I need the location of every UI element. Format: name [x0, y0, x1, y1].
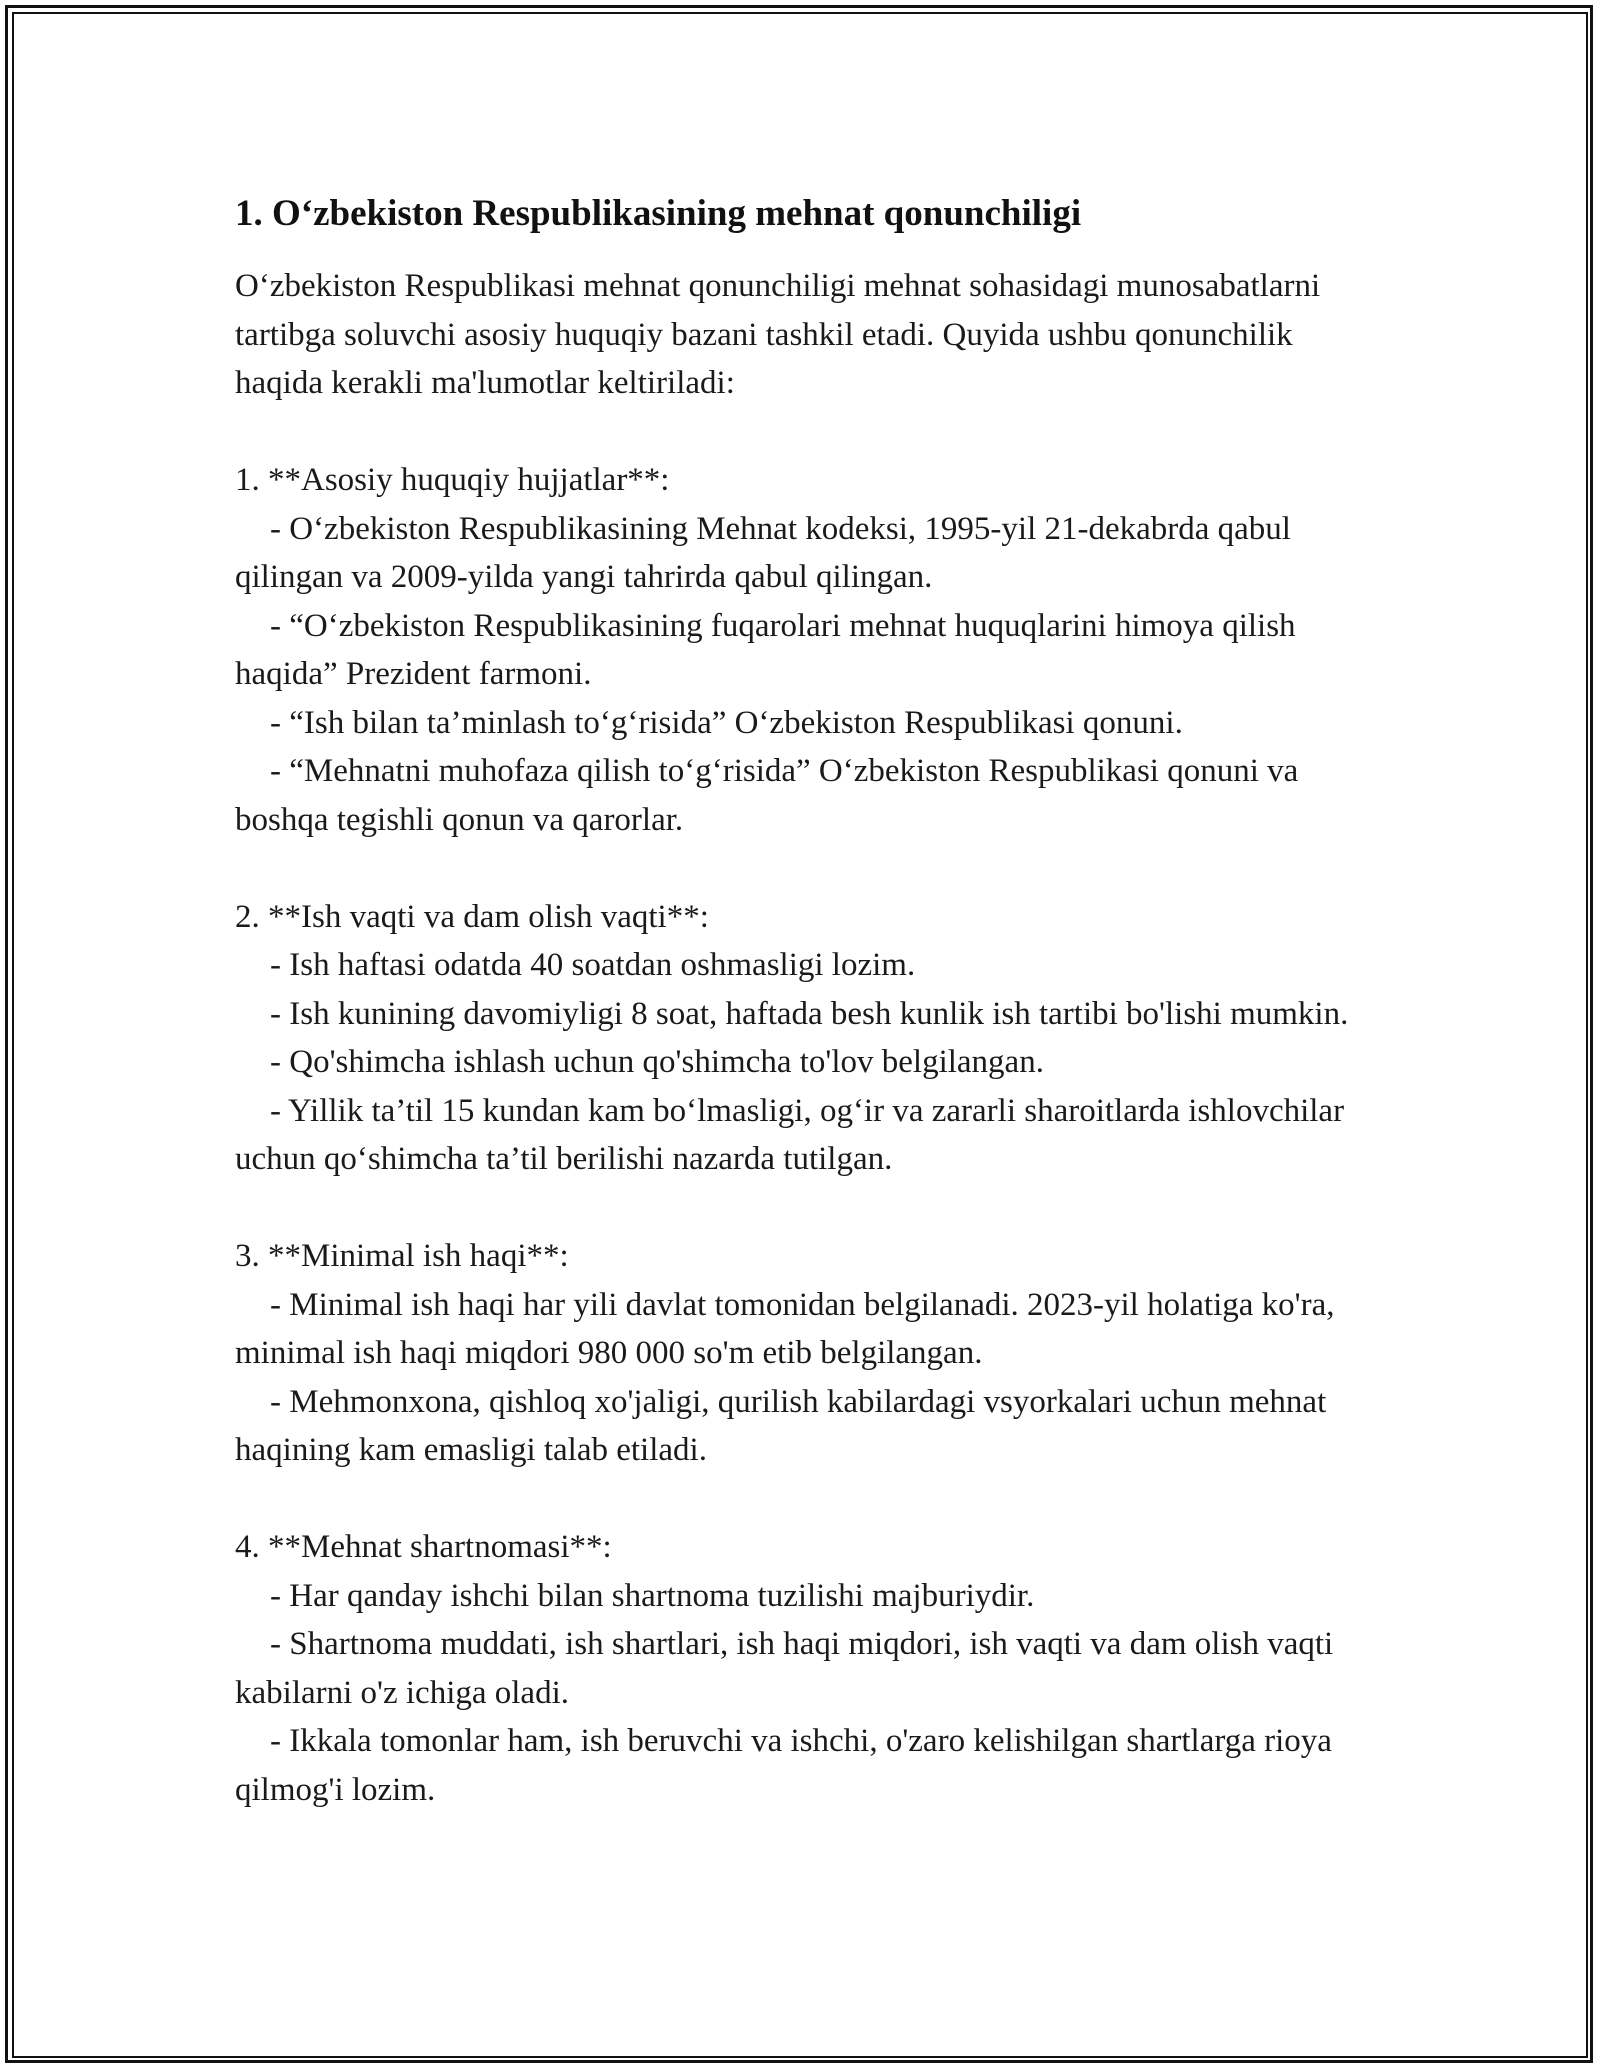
list-item: - Minimal ish haqi har yili davlat tomonidan belgilanadi. 2023-yil holatiga ko'ra, minimal ish haqi miqdori 980 000 so'm etib belgilangan.: [235, 1286, 1335, 1371]
document-title: 1. O‘zbekiston Respublikasining mehnat qonunchiligi: [235, 193, 1082, 234]
section-heading: 2. **Ish vaqti va dam olish vaqti**:: [235, 898, 709, 935]
list-item: - Ish haftasi odatda 40 soatdan oshmasligi lozim.: [270, 947, 916, 983]
intro-paragraph: O‘zbekiston Respublikasi mehnat qonunchiligi mehnat sohasidagi munosabatlarni tartibga soluvchi asosiy huquqiy bazani tashkil etadi. Quyida ushbu qonunchilik haqida kerakli ma'lumotlar keltiriladi:: [235, 268, 1321, 401]
section-heading: 1. **Asosiy huquqiy hujjatlar**:: [235, 462, 670, 498]
list-item: - Shartnoma muddati, ish shartlari, ish haqi miqdori, ish vaqti va dam olish vaqti kabilarni o'z ichiga oladi.: [235, 1626, 1334, 1711]
list-item: - “Mehnatni muhofaza qilish to‘g‘risida” O‘zbekiston Respublikasi qonuni va boshqa tegishli qonun va qarorlar.: [235, 753, 1299, 838]
section-minimum-wage: [235, 1232, 1375, 1475]
section-labor-contract: [235, 1523, 1375, 1814]
list-item: - “O‘zbekiston Respublikasining fuqarolari mehnat huquqlarini himoya qilish haqida” Prezident farmoni.: [235, 607, 1296, 692]
paragraph-gap: [235, 1475, 1375, 1524]
document-body: [235, 186, 1375, 1814]
list-item: - Yillik ta’til 15 kundan kam bo‘lmasligi, og‘ir va zararli sharoitlarda ishlovchilar uchun qo‘shimcha ta’til berilishi nazarda tutilgan.: [235, 1092, 1345, 1177]
paragraph-gap: [235, 1184, 1375, 1233]
paragraph-gap: [235, 844, 1375, 893]
list-item: - Har qanday ishchi bilan shartnoma tuzilishi majburiydir.: [270, 1577, 1035, 1614]
list-item: - Ish kunining davomiyligi 8 soat, haftada besh kunlik ish tartibi bo'lishi mumkin.: [270, 995, 1349, 1032]
list-item: - O‘zbekiston Respublikasining Mehnat kodeksi, 1995-yil 21-dekabrda qabul qilingan va 2009-yilda yangi tahrirda qabul qilingan.: [235, 510, 1291, 595]
section-heading: 4. **Mehnat shartnomasi**:: [235, 1529, 612, 1565]
list-item: - Qo'shimcha ishlash uchun qo'shimcha to'lov belgilangan.: [270, 1044, 1044, 1080]
list-item: - “Ish bilan ta’minlash to‘g‘risida” O‘zbekiston Respublikasi qonuni.: [270, 704, 1183, 741]
section-legal-documents: [235, 456, 1375, 844]
paragraph-gap: [235, 408, 1375, 457]
section-working-time: [235, 893, 1375, 1184]
list-item: - Ikkala tomonlar ham, ish beruvchi va ishchi, o'zaro kelishilgan shartlarga rioya qilmog'i lozim.: [235, 1723, 1332, 1808]
section-heading: 3. **Minimal ish haqi**:: [235, 1238, 569, 1274]
list-item: - Mehmonxona, qishloq xo'jaligi, qurilish kabilardagi vsyorkalari uchun mehnat haqining kam emasligi talab etiladi.: [235, 1383, 1327, 1468]
